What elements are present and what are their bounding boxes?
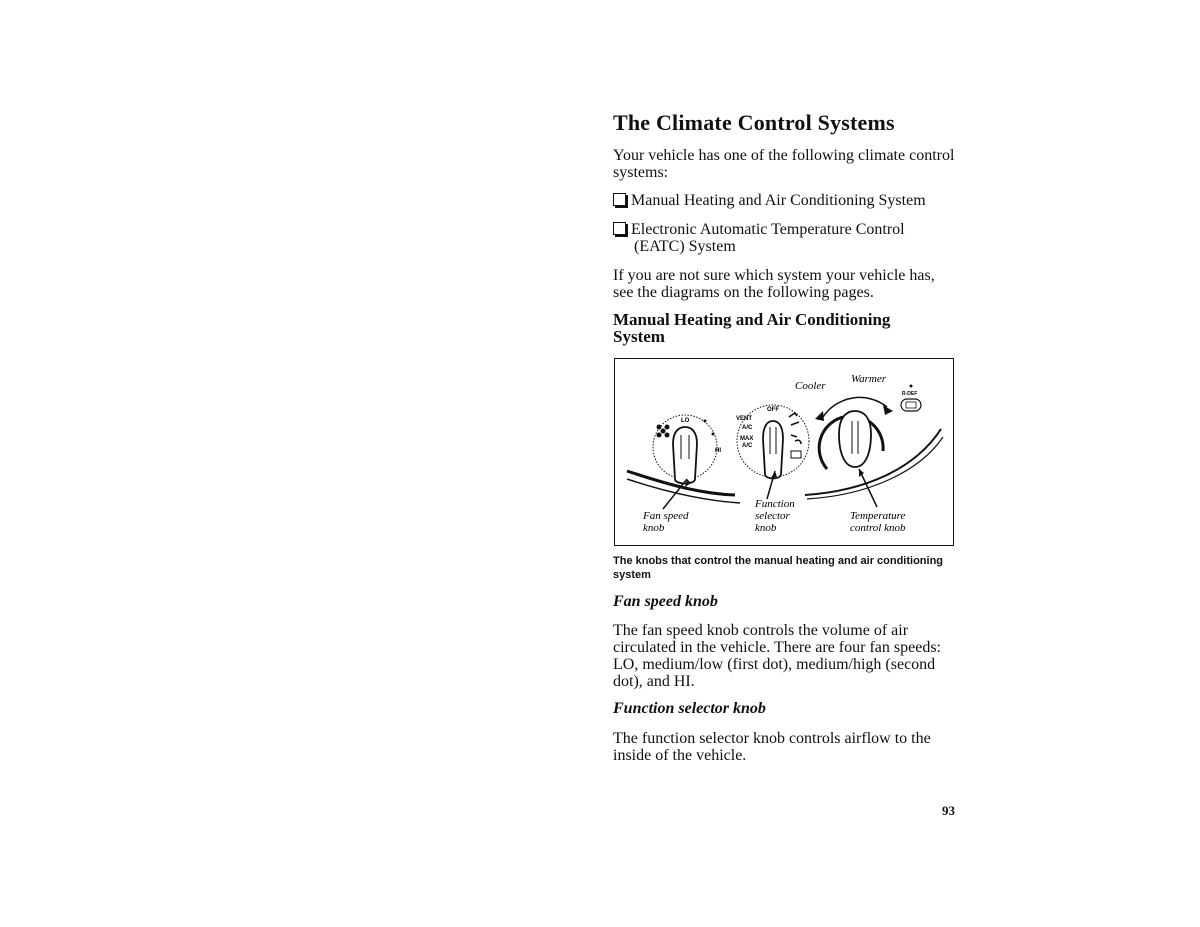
fan-speed-label-line1: Fan speed bbox=[643, 510, 689, 522]
func-max-label: MAX bbox=[740, 436, 754, 442]
temperature-label-line1: Temperature bbox=[850, 510, 906, 522]
temperature-control-knob bbox=[795, 373, 893, 469]
fan-lo-label: LO bbox=[681, 418, 690, 424]
fan-speed-paragraph: The fan speed knob controls the volume of air circulated in the vehicle. There are four fan speeds: LO, medium/low (first dot), medium/high (second dot), and HI. bbox=[613, 622, 941, 690]
checkbox-icon bbox=[613, 222, 626, 235]
warmer-arrow-icon bbox=[883, 405, 893, 415]
airflow-mode-icons bbox=[789, 413, 801, 444]
not-sure-paragraph: If you are not sure which system your vehicle has, see the diagrams on the following pages. bbox=[613, 267, 935, 301]
checkbox-icon bbox=[613, 193, 626, 206]
func-off-label: OFF bbox=[767, 407, 779, 413]
function-selector-knob bbox=[736, 405, 809, 479]
cooler-arrow-icon bbox=[815, 411, 824, 421]
fan-speed-heading: Fan speed knob bbox=[613, 593, 718, 610]
fan-icon bbox=[657, 425, 670, 438]
figure-caption: The knobs that control the manual heating and air conditioning system bbox=[613, 555, 944, 581]
func-max-ac-label: A/C bbox=[742, 443, 753, 449]
function-selector-heading: Function selector knob bbox=[613, 700, 766, 717]
page-title: The Climate Control Systems bbox=[613, 110, 895, 135]
function-selector-paragraph: The function selector knob controls airflow to the inside of the vehicle. bbox=[613, 730, 931, 764]
function-label-line3: knob bbox=[755, 522, 777, 534]
option-manual bbox=[613, 192, 926, 209]
fan-speed-label-line2: knob bbox=[643, 522, 665, 534]
rdef-label: R-DEF bbox=[902, 391, 918, 397]
function-label-line2: selector bbox=[755, 510, 790, 522]
option-eatc-label-line1: Electronic Automatic Temperature Control bbox=[631, 221, 905, 238]
func-vent-label: VENT bbox=[736, 416, 753, 422]
fan-speed-knob bbox=[653, 415, 721, 484]
defrost-icon bbox=[791, 451, 801, 458]
cooler-label: Cooler bbox=[795, 380, 826, 392]
rear-defrost-button bbox=[901, 385, 921, 412]
option-manual-label: Manual Heating and Air Conditioning System bbox=[631, 192, 926, 209]
page-number: 93 bbox=[942, 803, 955, 818]
option-eatc bbox=[613, 221, 905, 255]
rear-window-icon bbox=[906, 402, 916, 408]
section-heading: Manual Heating and Air Conditioning System bbox=[613, 310, 891, 346]
function-label-line1: Function bbox=[755, 498, 795, 510]
climate-control-figure bbox=[614, 358, 954, 546]
climate-panel-illustration bbox=[615, 359, 955, 547]
option-eatc-label-line2: (EATC) System bbox=[634, 238, 736, 255]
func-ac-label: A/C bbox=[742, 425, 753, 431]
warmer-label: Warmer bbox=[851, 373, 887, 385]
temperature-label-line2: control knob bbox=[850, 522, 906, 534]
intro-paragraph: Your vehicle has one of the following climate control systems: bbox=[613, 147, 955, 181]
fan-hi-label: HI bbox=[715, 448, 721, 454]
